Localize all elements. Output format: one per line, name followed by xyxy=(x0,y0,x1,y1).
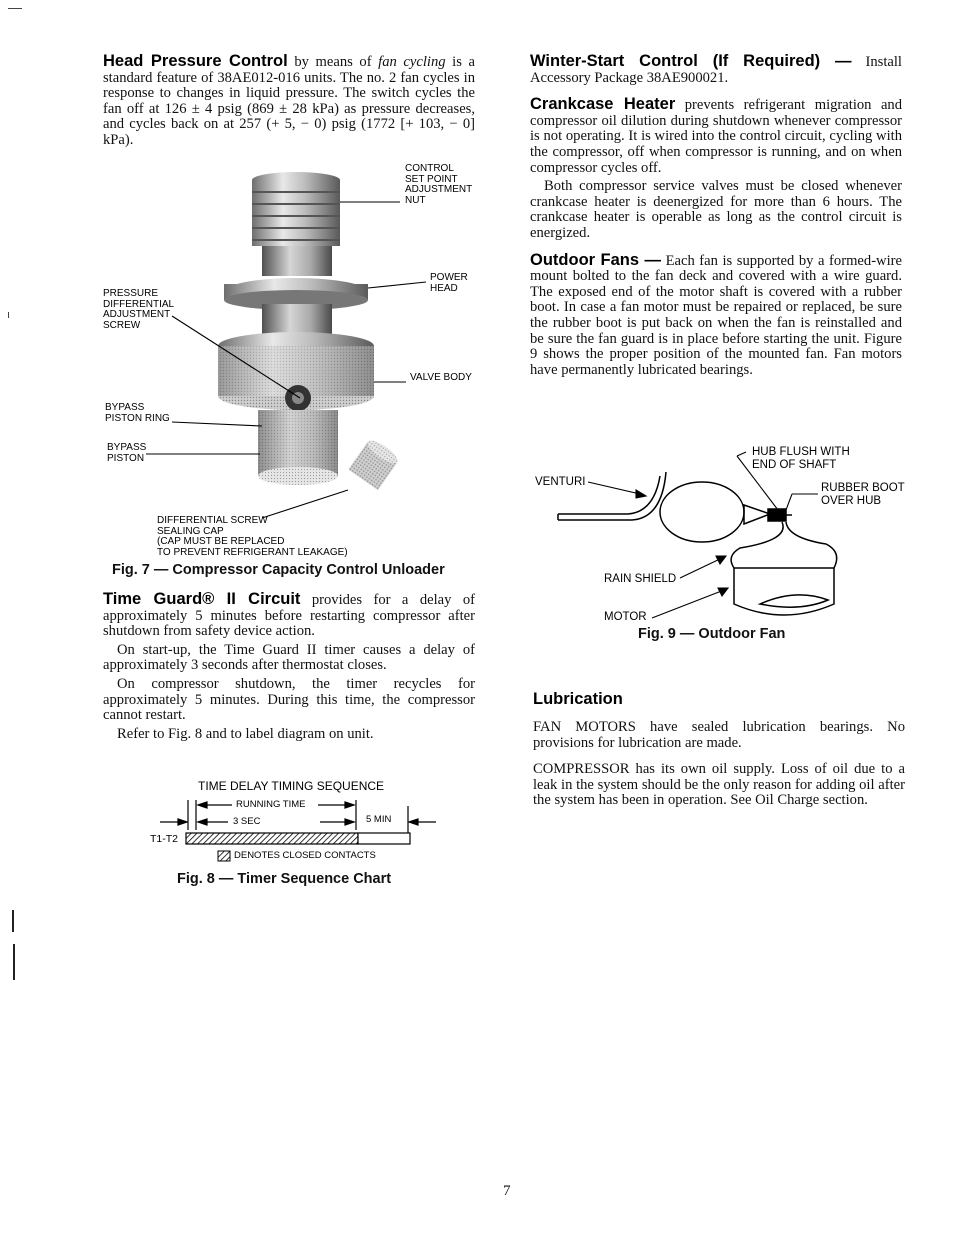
lubrication-p1: FAN MOTORS have sealed lubrication bearings. No provisions for lubrication are made. xyxy=(533,719,905,751)
crankcase-p1: Crankcase Heater prevents refrigerant migration and compressor oil dilution during shutdown whenever compressor is not operating. It is wired into the control circuit, cycling with the compressor, off when compressor is running, and on when compressor cycles off. xyxy=(530,95,903,176)
time-guard-p2: On start-up, the Time Guard II timer causes a delay of approximately 3 seconds after thermostat closes. xyxy=(103,641,475,674)
motor-body xyxy=(734,568,834,615)
fan-blade xyxy=(660,482,744,542)
rubber-boot xyxy=(768,509,786,521)
lubrication-section xyxy=(533,690,905,809)
label-bypass-ring: BYPASS PISTON RING xyxy=(105,402,170,424)
outdoor-fans-heading: Outdoor Fans — xyxy=(530,250,662,269)
time-guard-p1: Time Guard® II Circuit provides for a delay of approximately 5 minutes before restarting compressor after shutdown from safety device action. xyxy=(103,590,475,640)
label-rubber-boot: RUBBER BOOT OVER HUB xyxy=(821,482,905,507)
label-sealing-cap: DIFFERENTIAL SCREW SEALING CAP (CAP MUST BE REPLACED TO PREVENT REFRIGERANT LEAKAGE) xyxy=(157,515,348,558)
label-valve-body: VALVE BODY xyxy=(410,372,472,383)
crankcase-p2: Both compressor service valves must be closed whenever crankcase heater is deenergized for more than 6 hours. The crankcase heater is operable as long as the control circuit is energized. xyxy=(530,178,902,241)
fig8-min-label: 5 MIN xyxy=(366,814,392,825)
winter-start-paragraph: Winter-Start Control (If Required) — Install Accessory Package 38AE900021. xyxy=(530,52,902,86)
label-venturi: VENTURI xyxy=(535,476,586,488)
outdoor-fans-paragraph: Outdoor Fans — Each fan is supported by a formed-wire mount bolted to the fan deck and covered with a wire guard. The exposed end of the motor shaft is covered with a rubber boot. In case a fan motor must be repaired or replaced, be sure the rubber boot is put back on when the fan is reinstalled and be sure the fan guard is in place before starting the unit. Figure 9 shows the proper position of the mounted fan. Fan motors have permanently lubricated bearings. xyxy=(530,250,902,378)
label-pressure-screw: PRESSURE DIFFERENTIAL ADJUSTMENT SCREW xyxy=(103,288,175,331)
lubrication-p2: COMPRESSOR has its own oil supply. Loss of oil due to a leak in the system should be the only reason for adding oil after the system has been in operation. See Oil Charge section. xyxy=(533,761,905,809)
lubrication-heading: Lubrication xyxy=(533,690,623,708)
rain-shield xyxy=(731,522,837,568)
label-control-nut: CONTROL SET POINT ADJUSTMENT NUT xyxy=(405,163,473,206)
fig8-sec-label: 3 SEC xyxy=(233,816,261,827)
time-guard-p4: Refer to Fig. 8 and to label diagram on unit. xyxy=(117,725,374,742)
fig8-running-label: RUNNING TIME xyxy=(236,799,306,810)
label-hub-flush: HUB FLUSH WITH END OF SHAFT xyxy=(752,446,850,471)
page-number: 7 xyxy=(503,1183,511,1199)
label-motor: MOTOR xyxy=(604,611,647,623)
time-guard-p3: On compressor shutdown, the timer recycles for approximately 5 minutes. During this time, the compressor cannot restart. xyxy=(103,675,475,724)
label-bypass-piston: BYPASS PISTON xyxy=(107,442,147,464)
fig8-legend-label: DENOTES CLOSED CONTACTS xyxy=(234,850,376,861)
head-pressure-paragraph: Head Pressure Control by means of fan cycling is a standard feature of 38AE012-016 units. The no. 2 fan cycles in response to changes in liquid pressure. The switch cycles the fan off at 126 ± 4 psig (869 ± 28 kPa) as pressure decreases, and cycles back on at 257 (+ 5, − 0) psig (1772 [+ 103, − 0] kPa). xyxy=(103,52,475,148)
head-pressure-heading: Head Pressure Control xyxy=(103,52,288,70)
label-rain-shield: RAIN SHIELD xyxy=(604,573,677,585)
time-guard-heading: Time Guard® II Circuit xyxy=(103,590,301,608)
fig8-t-label: T1-T2 xyxy=(150,833,179,845)
fig8-title: TIME DELAY TIMING SEQUENCE xyxy=(198,779,385,793)
fig8-caption: Fig. 8 — Timer Sequence Chart xyxy=(177,871,392,887)
fig9-caption: Fig. 9 — Outdoor Fan xyxy=(638,626,786,642)
label-power-head: POWER HEAD xyxy=(430,272,468,294)
winter-start-heading: Winter-Start Control (If Required) — xyxy=(530,52,852,70)
crankcase-heading: Crankcase Heater xyxy=(530,95,676,114)
fig7-caption: Fig. 7 — Compressor Capacity Control Unloader xyxy=(112,562,445,578)
